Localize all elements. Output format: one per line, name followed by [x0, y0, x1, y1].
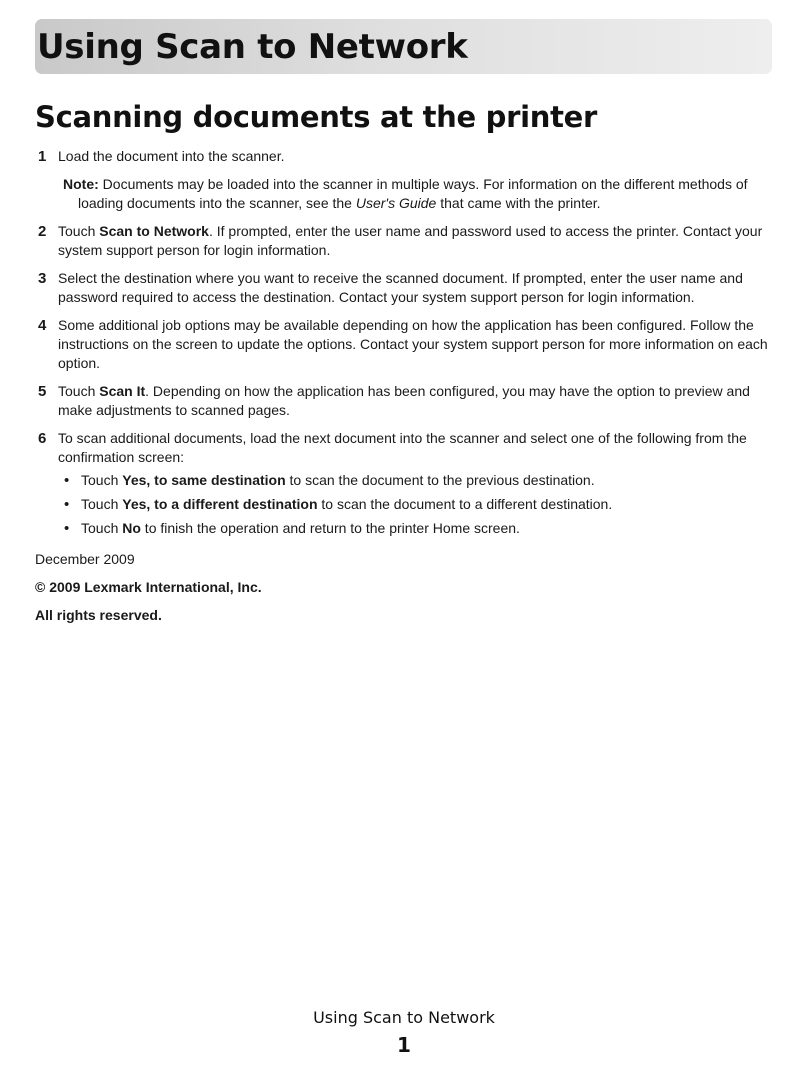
- rights-text: All rights reserved.: [35, 607, 162, 623]
- step-text: Some additional job options may be available depending on how the application has been configured. Follow the instructions on the screen to update the options. Contact your system support person for more information on each option.: [58, 317, 768, 371]
- item-option: Yes, to same destination: [122, 472, 286, 488]
- step-number: 6: [38, 430, 47, 447]
- title-bar: [35, 19, 772, 74]
- note-text: Documents may be loaded into the scanner in multiple ways. For information on the different methods of loading documents into the scanner, see the: [78, 176, 748, 211]
- step-number: 1: [38, 148, 47, 165]
- step-6: [35, 429, 775, 538]
- step-number: 2: [38, 223, 47, 240]
- publication-info: [35, 550, 262, 634]
- item-text-end: to finish the operation and return to the printer Home screen.: [140, 520, 520, 536]
- list-item: [58, 519, 775, 538]
- step-number: 4: [38, 317, 47, 334]
- step-text: Select the destination where you want to receive the scanned document. If prompted, enter the user name and password required to access the destination. Contact your system support person for login information.: [58, 270, 743, 305]
- item-text: Touch: [81, 520, 123, 536]
- page-title: Using Scan to Network: [37, 27, 468, 67]
- step-text: Touch: [58, 383, 100, 399]
- users-guide-title: User's Guide: [355, 195, 437, 211]
- item-option: No: [122, 520, 141, 536]
- copyright-text: © 2009 Lexmark International, Inc.: [35, 579, 262, 595]
- scan-to-network-term: Scan to Network: [99, 223, 209, 239]
- step-2: [35, 222, 775, 260]
- bullet-icon: •: [64, 496, 70, 513]
- page-number: 1: [397, 1033, 411, 1057]
- step-1: [35, 147, 775, 166]
- step-3: [35, 269, 775, 307]
- copyright: [35, 578, 262, 597]
- section-heading: Scanning documents at the printer: [35, 100, 598, 134]
- step-number: 3: [38, 270, 47, 287]
- item-text: Touch: [81, 472, 123, 488]
- instructions: [35, 147, 775, 547]
- scan-it-term: Scan It: [99, 383, 146, 399]
- step-text: Load the document into the scanner.: [58, 148, 285, 164]
- step-4: [35, 316, 775, 373]
- item-text: Touch: [81, 496, 123, 512]
- step-text: Touch: [58, 223, 100, 239]
- note: [35, 175, 775, 213]
- step-text-end: . Depending on how the application has been configured, you may have the option to preview and make adjustments to scanned pages.: [58, 383, 750, 418]
- step-text: To scan additional documents, load the next document into the scanner and select one of the following from the confirmation screen:: [58, 430, 747, 465]
- item-text-end: to scan the document to a different destination.: [317, 496, 613, 512]
- bullet-icon: •: [64, 472, 70, 489]
- option-list: [58, 471, 775, 538]
- step-text-end: . If prompted, enter the user name and password used to access the printer. Contact your system support person for login information.: [58, 223, 763, 258]
- bullet-icon: •: [64, 520, 70, 537]
- item-text-end: to scan the document to the previous destination.: [285, 472, 595, 488]
- footer-title: Using Scan to Network: [313, 1008, 495, 1027]
- publication-date: December 2009: [35, 551, 135, 567]
- item-option: Yes, to a different destination: [122, 496, 318, 512]
- note-text-end: that came with the printer.: [436, 195, 601, 211]
- list-item: [58, 471, 775, 490]
- step-5: [35, 382, 775, 420]
- list-item: [58, 495, 775, 514]
- rights: [35, 606, 262, 625]
- step-number: 5: [38, 383, 47, 400]
- note-label: Note:: [63, 176, 99, 192]
